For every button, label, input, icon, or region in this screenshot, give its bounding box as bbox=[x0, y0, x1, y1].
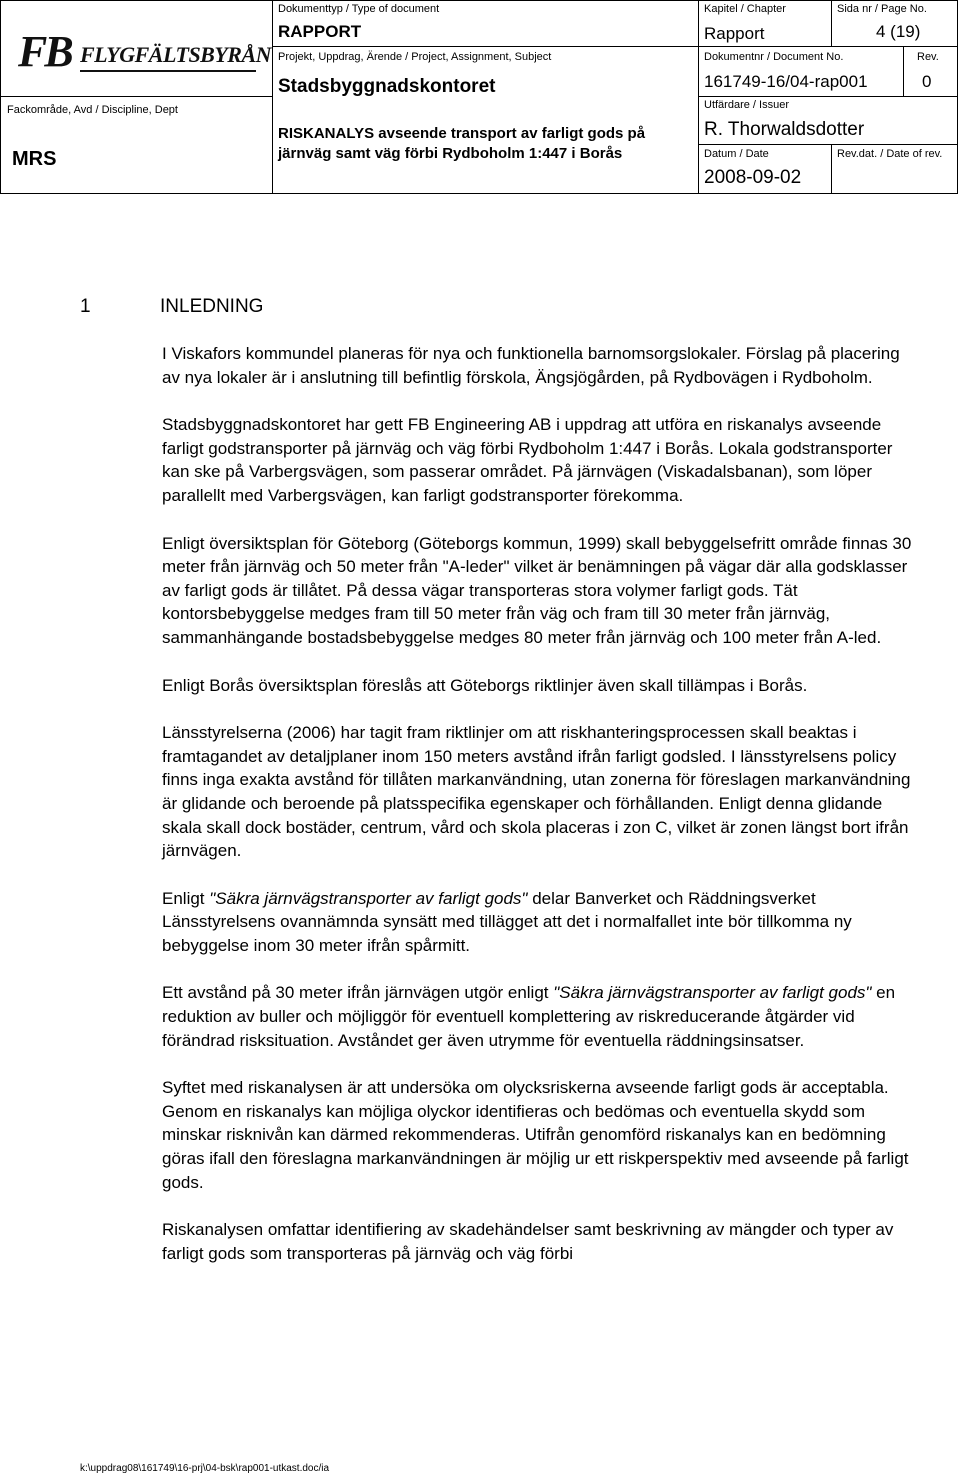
paragraph: Enligt översiktsplan för Göteborg (Göteborgs kommun, 1999) skall bebyggelsefritt område finnas 30 meter från järnväg och 50 meter från "A-leder" vilket är benämningen på vägar där alla godsklasser av farligt gods är tillåtet. På dessa vägar transporteras stora volymer farligt gods. Tät kontorsbebyggelse medges fram till 50 meter från väg och fram till 30 meter från järnväg, sammanhängande bostadsbebyggelse medges 80 meter från järnväg och 100 meter från A-led. bbox=[162, 533, 912, 647]
header-divider bbox=[698, 96, 958, 97]
logo-name: FLYGFÄLTSBYRÅN bbox=[80, 42, 272, 67]
date-label: Datum / Date bbox=[704, 148, 769, 160]
chapter-value: Rapport bbox=[704, 24, 765, 43]
discipline-label: Fackområde, Avd / Discipline, Dept bbox=[7, 104, 178, 116]
paragraph bbox=[162, 981, 922, 1052]
paragraph-text: delar Banverket och Räddningsverket Länsstyrelsens ovannämnda synsätt med tillägget att det i normalfallet inte bör tillkomma ny bebyggelse inom 30 meter ifrån spårmitt. bbox=[162, 888, 852, 955]
paragraph: Stadsbyggnadskontoret har gett FB Engineering AB i uppdrag att utföra en riskanalys avseende farligt godstransporter på järnväg och väg förbi Rydboholm 1:447 i Borås. Lokala godstransporter kan ske på Varbergsvägen, som passerar området. På järnvägen (Viskadalsbanan), som löper parallellt med Varbergsvägen, kan farligt godstransporter förekomma. bbox=[162, 415, 893, 505]
reference-title: "Säkra järnvägstransporter av farligt gods" bbox=[209, 888, 528, 908]
section-number: 1 bbox=[80, 296, 91, 317]
header-divider bbox=[0, 96, 272, 97]
docnr-value: 161749-16/04-rap001 bbox=[704, 72, 868, 91]
rev-value: 0 bbox=[922, 72, 932, 91]
doctype-value: RAPPORT bbox=[278, 22, 362, 41]
header-divider bbox=[698, 144, 958, 145]
reference-title: "Säkra järnvägstransporter av farligt gods" bbox=[553, 983, 872, 1003]
header-divider bbox=[831, 144, 832, 194]
header-divider bbox=[903, 46, 904, 96]
footer-filepath: k:\uppdrag08\161749\16-prj\04-bsk\rap001-utkast.doc/ia bbox=[80, 1463, 330, 1474]
section-title: INLEDNING bbox=[160, 296, 264, 317]
paragraph: Länsstyrelserna (2006) har tagit fram riktlinjer om att riskhanteringsprocessen skall beaktas i framtagandet av detaljplaner inom 150 meters avstånd ifrån farligt godsled. I länsstyrelsens policy finns inga exakta avstånd för tillåten markanvändning, utan zonerna för föreslagen markanvändning är glidande och beroende på platsspecifika egenskaper och förhållanden. Enligt denna glidande skala skall dock bostäder, centrum, vård och skola placeras i zon C, vilket är zonen längst bort ifrån järnvägen. bbox=[162, 723, 911, 861]
chapter-label: Kapitel / Chapter bbox=[704, 3, 786, 15]
company-logo bbox=[18, 27, 272, 76]
body-text bbox=[162, 342, 922, 1289]
header-divider bbox=[272, 46, 958, 47]
docnr-label: Dokumentnr / Document No. bbox=[704, 51, 844, 63]
issuer-label: Utfärdare / Issuer bbox=[704, 99, 789, 111]
date-value: 2008-09-02 bbox=[704, 167, 802, 188]
revdate-label: Rev.dat. / Date of rev. bbox=[837, 148, 943, 160]
page-value: 4 (19) bbox=[876, 22, 921, 41]
paragraph: Riskanalysen omfattar identifiering av skadehändelser samt beskrivning av mängder och typer av farligt gods som transporteras på järnväg och väg förbi bbox=[162, 1220, 894, 1263]
section-heading bbox=[80, 296, 263, 318]
page-label: Sida nr / Page No. bbox=[837, 3, 927, 15]
logo-mark: FB bbox=[18, 27, 71, 76]
paragraph-text: Ett avstånd på 30 meter ifrån järnvägen utgör enligt bbox=[162, 983, 554, 1003]
rev-label: Rev. bbox=[917, 51, 939, 63]
header-divider bbox=[698, 0, 699, 194]
header-divider bbox=[831, 0, 832, 46]
project-client: Stadsbyggnadskontoret bbox=[278, 76, 496, 97]
project-label: Projekt, Uppdrag, Ärende / Project, Assignment, Subject bbox=[278, 51, 552, 63]
paragraph-text: Enligt bbox=[162, 888, 210, 908]
doctype-label: Dokumenttyp / Type of document bbox=[278, 3, 440, 15]
paragraph: Syftet med riskanalysen är att undersöka om olycksriskerna avseende farligt gods är acceptabla. Genom en riskanalys kan möjliga olyckor identifieras och bedömas och eventuella skydd som minskar risknivån kan därmed rekommenderas. Utifrån genomförd riskanalys kan en bedömning göras ifall den föreslagna markanvändningen är möjlig ur ett riskperspektiv med avseende på farligt gods. bbox=[162, 1078, 909, 1192]
header-divider bbox=[272, 0, 273, 194]
issuer-value: R. Thorwaldsdotter bbox=[704, 119, 865, 140]
paragraph: I Viskafors kommundel planeras för nya och funktionella barnomsorgslokaler. Förslag på placering av nya lokaler är i anslutning till befintlig förskola, Ängsjögården, på Rydbovägen i Rydboholm. bbox=[162, 344, 900, 387]
logo-underline bbox=[80, 70, 256, 72]
paragraph bbox=[162, 887, 922, 958]
paragraph: Enligt Borås översiktsplan föreslås att Göteborgs riktlinjer även skall tillämpas i Borås. bbox=[162, 675, 808, 695]
project-title: RISKANALYS avseende transport av farligt gods på järnväg samt väg förbi Rydboholm 1:447 i Borås bbox=[278, 125, 646, 162]
discipline-value: MRS bbox=[12, 148, 57, 170]
paragraph-text: en reduktion av buller och möjliggör för eventuell komplettering av riskreducerande åtgärder vid förändrad risksituation. Avståndet ger även utrymme för eventuella räddningsinsatser. bbox=[162, 983, 896, 1050]
